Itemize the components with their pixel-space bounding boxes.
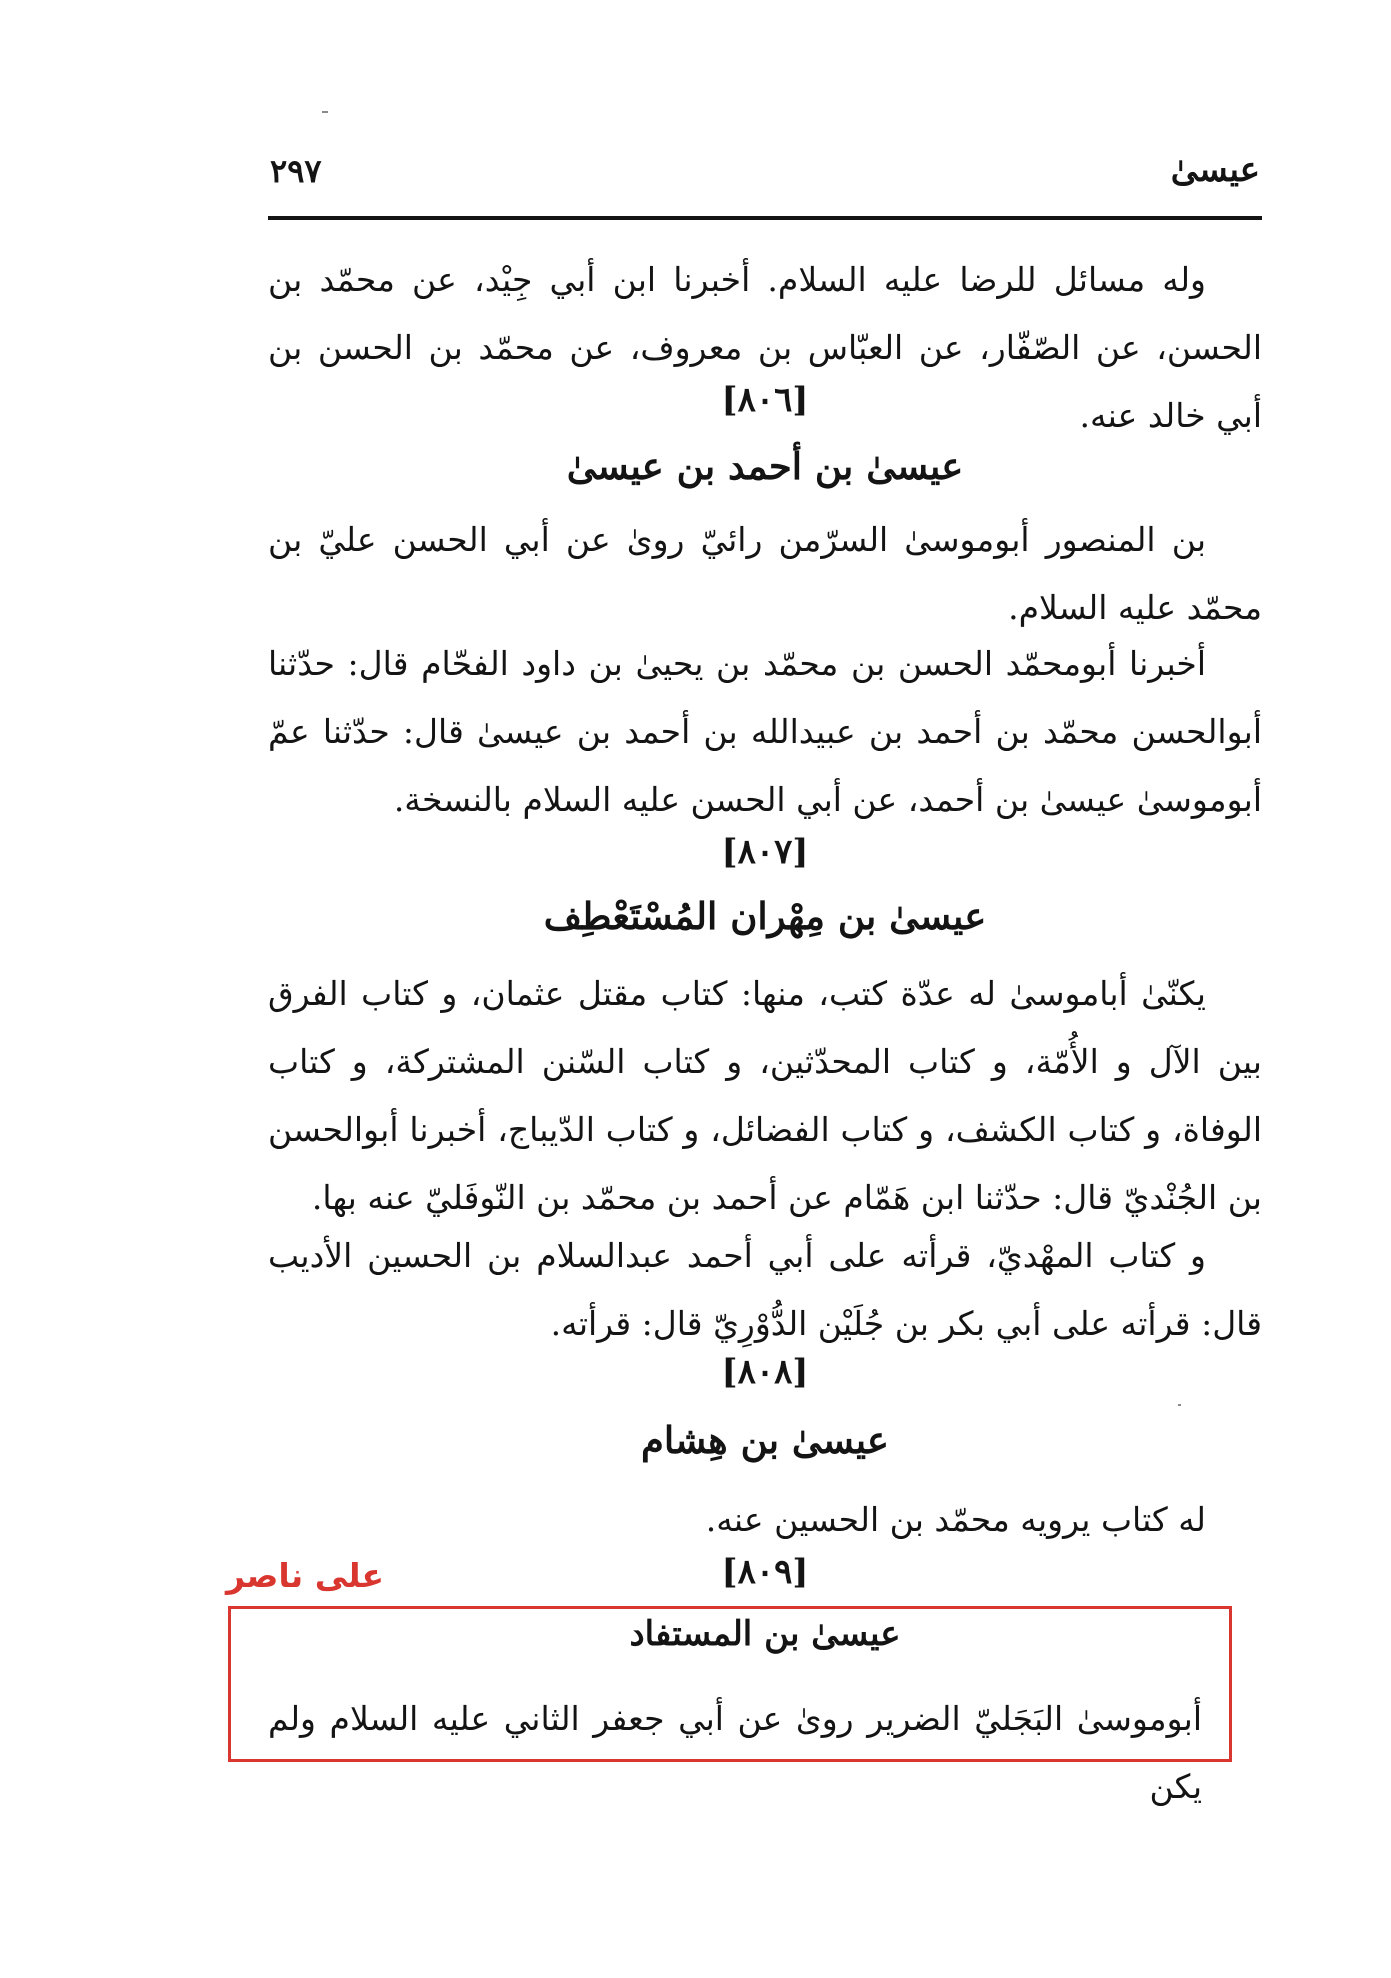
paragraph-806-bio: بن المنصور أبوموسىٰ السرّمن رائيّ روىٰ عن أبي الحسن عليّ بن محمّد عليه السلام. [268, 520, 1262, 627]
paragraph-809: أبوموسىٰ البَجَليّ الضرير روىٰ عن أبي جعفر الثاني عليه السلام ولم يكن [268, 1699, 1202, 1806]
entry-title-808: عيسىٰ بن هِشام [640, 1418, 889, 1462]
entry-number-806: [٨٠٦] [721, 380, 809, 420]
paragraph-continuation: وله مسائل للرضا عليه السلام. أخبرنا ابن أبي جِيْد، عن محمّد بن الحسن، عن الصّفّار، عن العبّاس بن معروف، عن محمّد بن الحسن بن أبي خالد عنه. [268, 260, 1262, 435]
paragraph-807-books: يكنّىٰ أباموسىٰ له عدّة كتب، منها: كتاب مقتل عثمان، و كتاب الفرق بين الآل و الأُمّة، و كتاب المحدّثين، و كتاب السّنن المشتركة، و كتاب الوفاة، و كتاب الكشف، و كتاب الفضائل، و كتاب الدّيباج، أخبرنا أبوالحسن بن الجُنْديّ قال: حدّثنا ابن هَمّام عن أحمد بن محمّد بن النّوفَليّ عنه بها. [268, 974, 1262, 1217]
running-header [268, 150, 1260, 210]
entry-number-809: [٨٠٩] [721, 1552, 809, 1592]
entry-number-807: [٨٠٧] [721, 832, 809, 872]
running-title: عيسىٰ [1170, 150, 1260, 190]
entry-title-807: عيسىٰ بن مِهْران المُسْتَعْطِف [543, 894, 987, 938]
annotation-label: على ناصر [226, 1556, 385, 1595]
paragraph-808: له كتاب يرويه محمّد بن الحسين عنه. [705, 1500, 1206, 1539]
paragraph-806-isnad: أخبرنا أبومحمّد الحسن بن محمّد بن يحيىٰ بن داود الفحّام قال: حدّثنا أبوالحسن محمّد بن أحمد بن عبيدالله بن أحمد بن عيسىٰ قال: حدّثنا عمّ أبوموسىٰ عيسىٰ بن أحمد، عن أبي الحسن عليه السلام بالنسخة. [268, 644, 1262, 819]
entry-title-809: عيسىٰ بن المستفاد [629, 1614, 901, 1654]
entry-number-808: [٨٠٨] [721, 1352, 809, 1392]
entry-title-806: عيسىٰ بن أحمد بن عيسىٰ [566, 444, 964, 488]
scan-speck [322, 111, 328, 113]
page-number: ٢٩٧ [270, 152, 322, 190]
scan-speck [1178, 1404, 1181, 1406]
header-rule [268, 216, 1262, 220]
paragraph-807-mahdi: و كتاب المهْديّ، قرأته على أبي أحمد عبدالسلام بن الحسين الأديب قال: قرأته على أبي بكر بن جُلَيْن الدُّوْرِيّ قال: قرأته. [268, 1236, 1262, 1343]
